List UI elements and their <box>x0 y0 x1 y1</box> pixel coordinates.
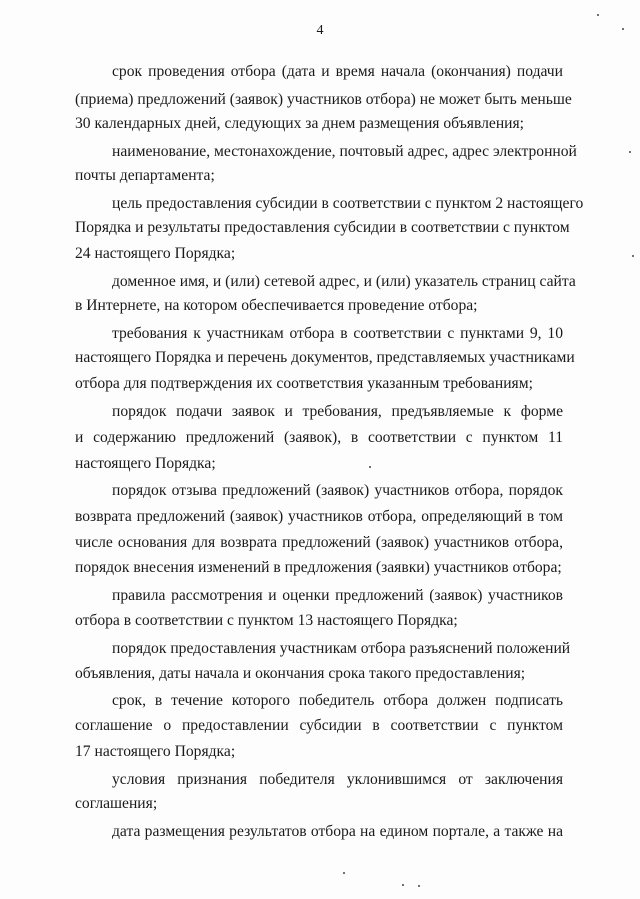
text-line: соглашение о предоставлении субсидии в соответствии с пунктом <box>75 717 563 734</box>
text-line: отбора для подтверждения их соответствия указанным требованиям; <box>75 375 533 392</box>
scan-speck <box>402 884 404 886</box>
text-line: порядок отзыва предложений (заявок) участников отбора, порядок <box>112 482 563 499</box>
text-line: 17 настоящего Порядка; <box>75 743 236 760</box>
text-line: объявления, даты начала и окончания срока такого предоставления; <box>75 665 526 682</box>
scan-speck <box>622 28 624 30</box>
text-line: 24 настоящего Порядка; <box>75 245 236 262</box>
text-line: 30 календарных дней, следующих за днем размещения объявления; <box>75 115 525 132</box>
text-line: в Интернете, на котором обеспечивается проведение отбора; <box>75 297 478 314</box>
text-line: цель предоставления субсидии в соответствии с пунктом 2 настоящего <box>112 195 584 212</box>
scan-speck <box>632 255 634 257</box>
text-line: настоящего Порядка; <box>75 455 216 472</box>
scan-speck <box>597 14 599 16</box>
text-line: порядок предоставления участникам отбора разъяснений положений <box>112 640 571 657</box>
text-line: требования к участникам отбора в соответствии с пунктами 9, 10 <box>112 325 563 342</box>
text-line: дата размещения результатов отбора на едином портале, а также на <box>112 823 563 840</box>
text-line: возврата предложений (заявок) участников отбора, определяющий в том <box>75 508 563 525</box>
text-line: и содержанию предложений (заявок), в соответствии с пунктом 11 <box>75 429 563 446</box>
text-line: правила рассмотрения и оценки предложений (заявок) участников <box>112 587 563 604</box>
text-line: наименование, местонахождение, почтовый адрес, адрес электронной <box>112 143 577 160</box>
text-line: порядок подачи заявок и требования, предъявляемые к форме <box>112 403 563 420</box>
text-line: отбора в соответствии с пунктом 13 настоящего Порядка; <box>75 612 458 629</box>
scan-speck <box>418 885 420 887</box>
page-number: 4 <box>316 23 324 38</box>
text-line: доменное имя, и (или) сетевой адрес, и (или) указатель страниц сайта <box>112 273 576 290</box>
text-line: (приема) предложений (заявок) участников отбора) не может быть меньше <box>75 91 572 108</box>
text-line: Порядка и результаты предоставления субсидии в соответствии с пунктом <box>75 219 570 236</box>
scan-speck <box>629 151 631 153</box>
scan-speck <box>369 466 371 468</box>
scan-speck <box>343 872 345 874</box>
text-line: почты департамента; <box>75 167 215 184</box>
text-line: срок, в течение которого победитель отбора должен подписать <box>112 692 563 709</box>
text-line: условия признания победителя уклонившимся от заключения <box>112 771 563 788</box>
text-line: срок проведения отбора (дата и время начала (окончания) подачи <box>112 63 563 80</box>
text-line: порядок внесения изменений в предложения (заявки) участников отбора; <box>75 559 562 576</box>
text-line: числе основания для возврата предложений (заявок) участников отбора, <box>75 534 563 551</box>
text-line: соглашения; <box>75 795 158 812</box>
text-line: настоящего Порядка и перечень документов, представляемых участниками <box>75 349 575 366</box>
